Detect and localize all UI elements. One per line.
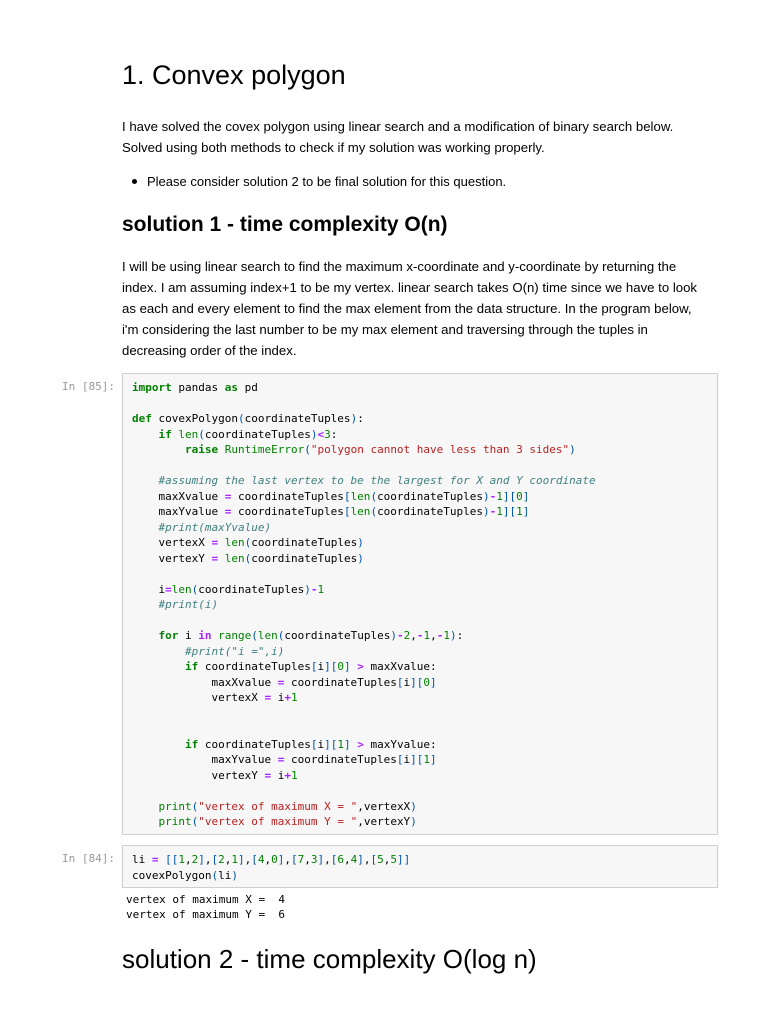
- cell1-prompt: In [85]:: [62, 380, 115, 393]
- bullet-dot-icon: [132, 179, 137, 184]
- solution1-paragraph: I will be using linear search to find the maximum x-coordinate and y-coordinate by returning the index. I am assuming index+1 to be my vertex. linear search takes O(n) time since we have to look as each and every element to find the max element from the data structure. In the program below, i'm considering the last number to be my max element and traversing through the tuples in decreasing order of the index.: [122, 259, 698, 358]
- code-cell-2-output: vertex of maximum X = 4 vertex of maximum Y = 6: [126, 893, 285, 921]
- code-cell-2-source[interactable]: li = [[1,2],[2,1],[4,0],[7,3],[6,4],[5,5]] covexPolygon(li): [132, 853, 411, 882]
- code-cell-2[interactable]: [122, 845, 718, 888]
- bullet-text: Please consider solution 2 to be final solution for this question.: [147, 174, 507, 189]
- intro-paragraph: I have solved the covex polygon using linear search and a modification of binary search below. Solved using both methods to check if my solution was working properly.: [122, 119, 674, 155]
- code-cell-1-source[interactable]: import pandas as pd def covexPolygon(coordinateTuples): if len(coordinateTuples)<3: raise RuntimeError("polygon cannot have less than 3 sides") #assuming the last vertex to be the largest for X and Y coordinate maxXvalue = coordinateTuples[len(coordinateTuples)-1][0] maxYvalue = coordinateTuples[len(coordinateTuples)-1][1] #print(maxYvalue) vertexX = len(coordinateTuples) vertexY = len(coordinateTuples) i=len(coordinateTuples)-1 #print(i) for i in range(len(coordinateTuples)-2,-1,-1): #print("i =",i) if coordinateTuples[i][0] > maxXvalue: maxXvalue = coordinateTuples[i][0] vertexX = i+1 if coordinateTuples[i][1] > maxYvalue: maxYvalue = coordinateTuples[i][1] vertexY = i+1 print("vertex of maximum X = ",vertexX) print("vertex of maximum Y = ",vertexY): [132, 381, 596, 828]
- code-cell-1[interactable]: [122, 373, 718, 835]
- cell2-prompt: In [84]:: [62, 852, 115, 865]
- solution1-heading: solution 1 - time complexity O(n): [122, 213, 448, 236]
- page-title: 1. Convex polygon: [122, 60, 346, 90]
- bullet-item: [132, 172, 506, 192]
- solution2-heading: solution 2 - time complexity O(log n): [122, 944, 537, 974]
